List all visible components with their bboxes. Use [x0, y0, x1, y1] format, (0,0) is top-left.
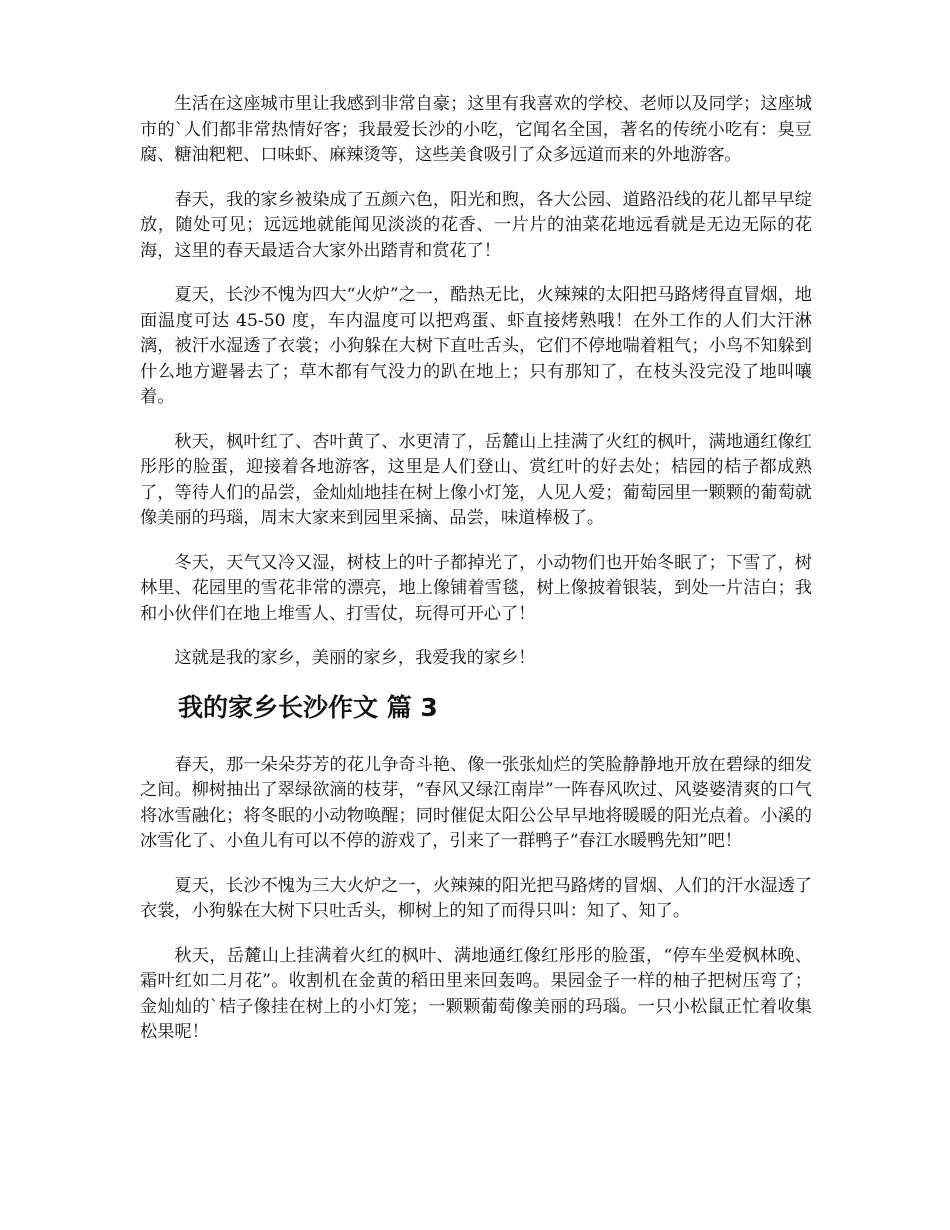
paragraph-summer: 夏天，长沙不愧为四大“火炉”之一，酷热无比，火辣辣的太阳把马路烤得直冒烟，地面温度可达 45-50 度，车内温度可以把鸡蛋、虾直接烤熟哦！在外工作的人们大汗淋漓，被汗水湿透了衣裳；小狗躲在大树下直吐舌头，它们不停地喘着粗气；小鸟不知躲到什么地方避暑去了；草木都有气没力的趴在地上；只有那知了，在枝头没完没了地叫嚷着。 [140, 285, 812, 407]
section-heading: 我的家乡长沙作文 篇 3 [178, 692, 438, 722]
paragraph-summer-2: 夏天，长沙不愧为三大火炉之一，火辣辣的阳光把马路烤的冒烟、人们的汗水湿透了衣裳，小狗躲在大树下只吐舌头，柳树上的知了而得只叫：知了、知了。 [140, 875, 812, 921]
document-page [140, 92, 812, 1065]
paragraph-city-pride: 生活在这座城市里让我感到非常自豪；这里有我喜欢的学校、老师以及同学；这座城市的`人们都非常热情好客；我最爱长沙的小吃，它闻名全国，著名的传统小吃有：臭豆腐、糖油粑粑、口味虾、麻辣烫等，这些美食吸引了众多远道而来的外地游客。 [140, 94, 812, 165]
paragraph-autumn: 秋天，枫叶红了、杏叶黄了、水更清了，岳麓山上挂满了火红的枫叶，满地通红像红彤彤的脸蛋，迎接着各地游客，这里是人们登山、赏红叶的好去处；桔园的桔子都成熟了，等待人们的品尝，金灿灿地挂在树上像小灯笼，人见人爱；葡萄园里一颗颗的葡萄就像美丽的玛瑙，周末大家来到园里采摘、品尝，味道棒极了。 [140, 431, 812, 528]
paragraph-spring-2: 春天，那一朵朵芬芳的花儿争奇斗艳、像一张张灿烂的笑脸静静地开放在碧绿的细发之间。柳树抽出了翠绿欲滴的枝芽，“春风又绿江南岸”一阵春风吹过、风婆婆清爽的口气将冰雪融化；将冬眠的小动物唤醒；同时催促太阳公公早早地将暖暖的阳光点着。小溪的冰雪化了、小鱼儿有可以不停的游戏了，引来了一群鸭子“春江水暖鸭先知”吧！ [140, 754, 812, 851]
paragraph-autumn-2: 秋天，岳麓山上挂满着火红的枫叶、满地通红像红彤彤的脸蛋，“停车坐爱枫林晚、霜叶红如二月花”。收割机在金黄的稻田里来回轰鸣。果园金子一样的柚子把树压弯了；金灿灿的`桔子像挂在树上的小灯笼；一颗颗葡萄像美丽的玛瑙。一只小松鼠正忙着收集松果呢！ [140, 945, 812, 1042]
paragraph-spring: 春天，我的家乡被染成了五颜六色，阳光和煦，各大公园、道路沿线的花儿都早早绽放，随处可见；远远地就能闻见淡淡的花香、一片片的油菜花地远看就是无边无际的花海，这里的春天最适合大家外出踏青和赏花了！ [140, 189, 812, 261]
paragraph-conclusion: 这就是我的家乡，美丽的家乡，我爱我的家乡！ [174, 648, 536, 668]
paragraph-winter: 冬天，天气又冷又湿，树枝上的叶子都掉光了，小动物们也开始冬眠了；下雪了，树林里、花园里的雪花非常的漂亮，地上像铺着雪毯，树上像披着银装，到处一片洁白；我和小伙伴们在地上堆雪人、打雪仗，玩得可开心了！ [140, 552, 812, 624]
